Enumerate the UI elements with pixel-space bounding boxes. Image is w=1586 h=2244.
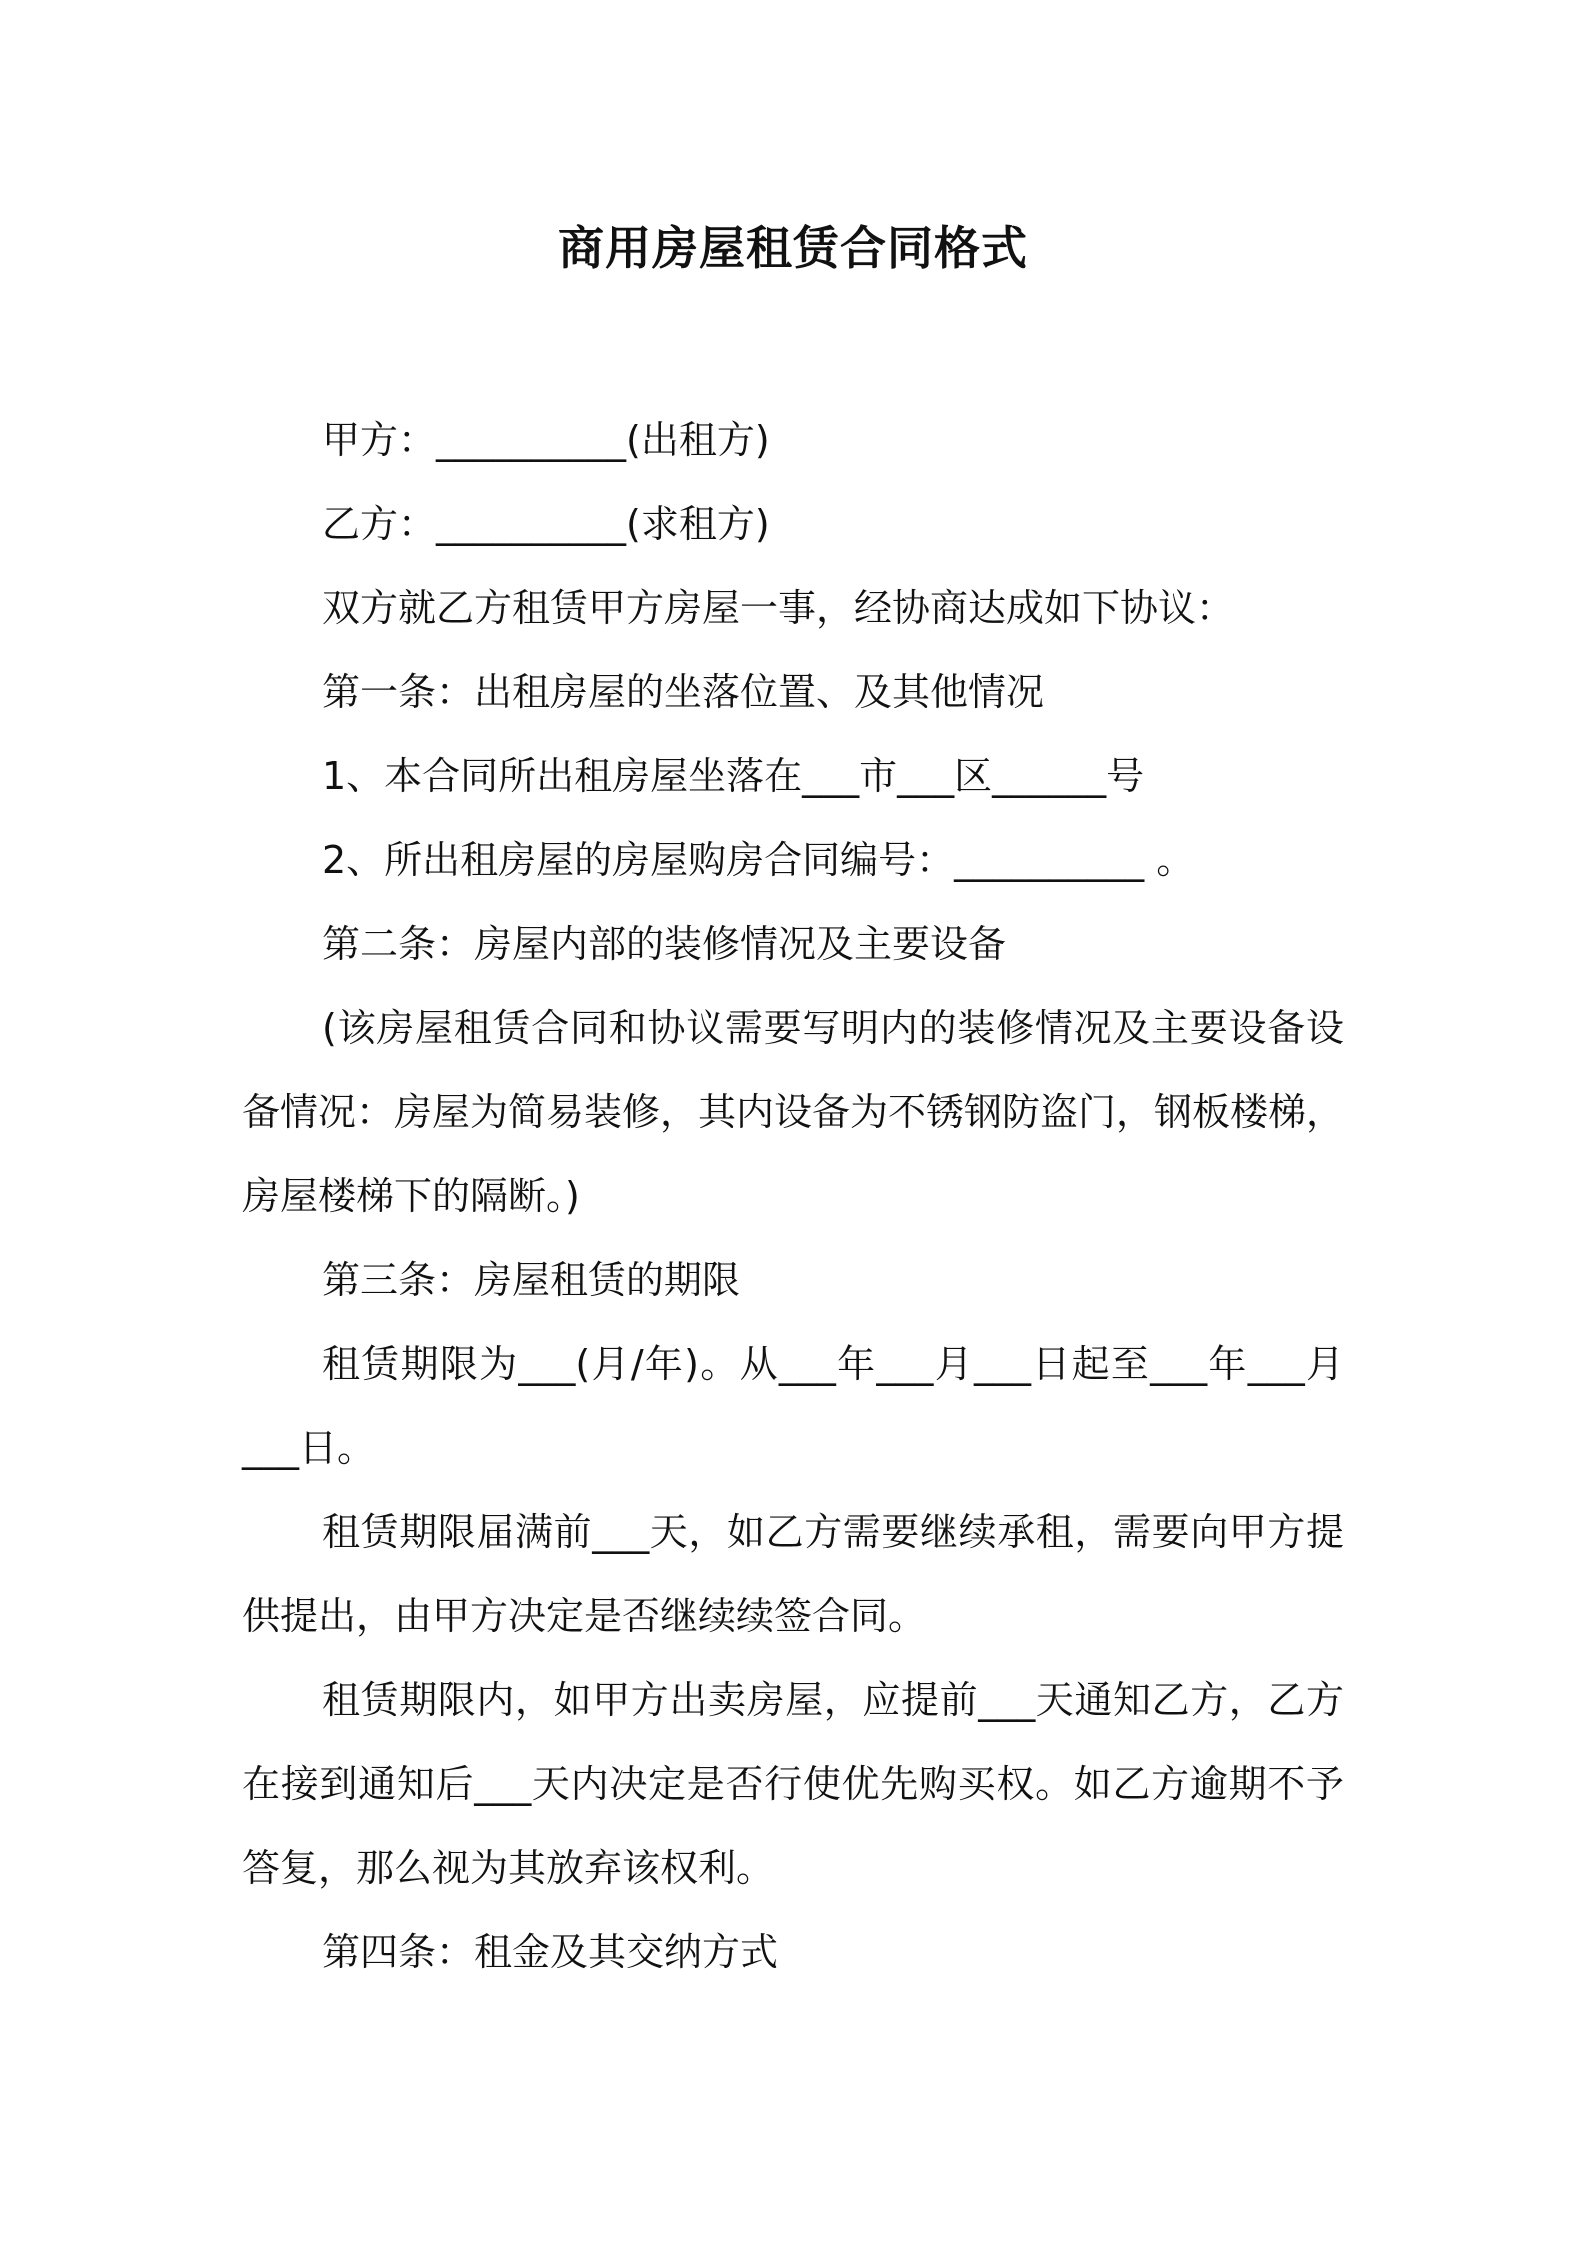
party-b-line: 乙方：__________(求租方) <box>322 502 770 546</box>
article-2-note: (该房屋租赁合同和协议需要写明内的装修情况及主要设备设备情况：房屋为简易装修，其内设备为不锈钢防盗门，钢板楼梯，房屋楼梯下的隔断。) <box>242 1006 1345 1218</box>
article-3-paragraph-2: 租赁期限届满前___天，如乙方需要继续承租，需要向甲方提供提出，由甲方决定是否继续续签合同。 <box>242 1510 1344 1638</box>
article-1-item-2: 2、所出租房屋的房屋购房合同编号：__________ 。 <box>322 838 1195 882</box>
article-1-item-1: 1、本合同所出租房屋坐落在___市___区______号 <box>322 754 1145 798</box>
article-3-paragraph-1: 租赁期限为___(月/年)。从___年___月___日起至___年___月___日。 <box>242 1342 1344 1470</box>
document-title: 商用房屋租赁合同格式 <box>558 221 1028 275</box>
article-4-heading: 第四条：租金及其交纳方式 <box>322 1930 779 1974</box>
article-3-heading: 第三条：房屋租赁的期限 <box>322 1258 741 1302</box>
article-3-paragraph-3: 租赁期限内，如甲方出卖房屋，应提前___天通知乙方，乙方在接到通知后___天内决定是否行使优先购买权。如乙方逾期不予答复，那么视为其放弃该权利。 <box>242 1678 1344 1890</box>
intro-line: 双方就乙方租赁甲方房屋一事，经协商达成如下协议： <box>322 586 1235 630</box>
article-2-heading: 第二条：房屋内部的装修情况及主要设备 <box>322 922 1007 966</box>
document-body <box>242 398 1344 1994</box>
party-a-line: 甲方：__________(出租方) <box>322 418 770 462</box>
article-1-heading: 第一条：出租房屋的坐落位置、及其他情况 <box>322 670 1045 714</box>
